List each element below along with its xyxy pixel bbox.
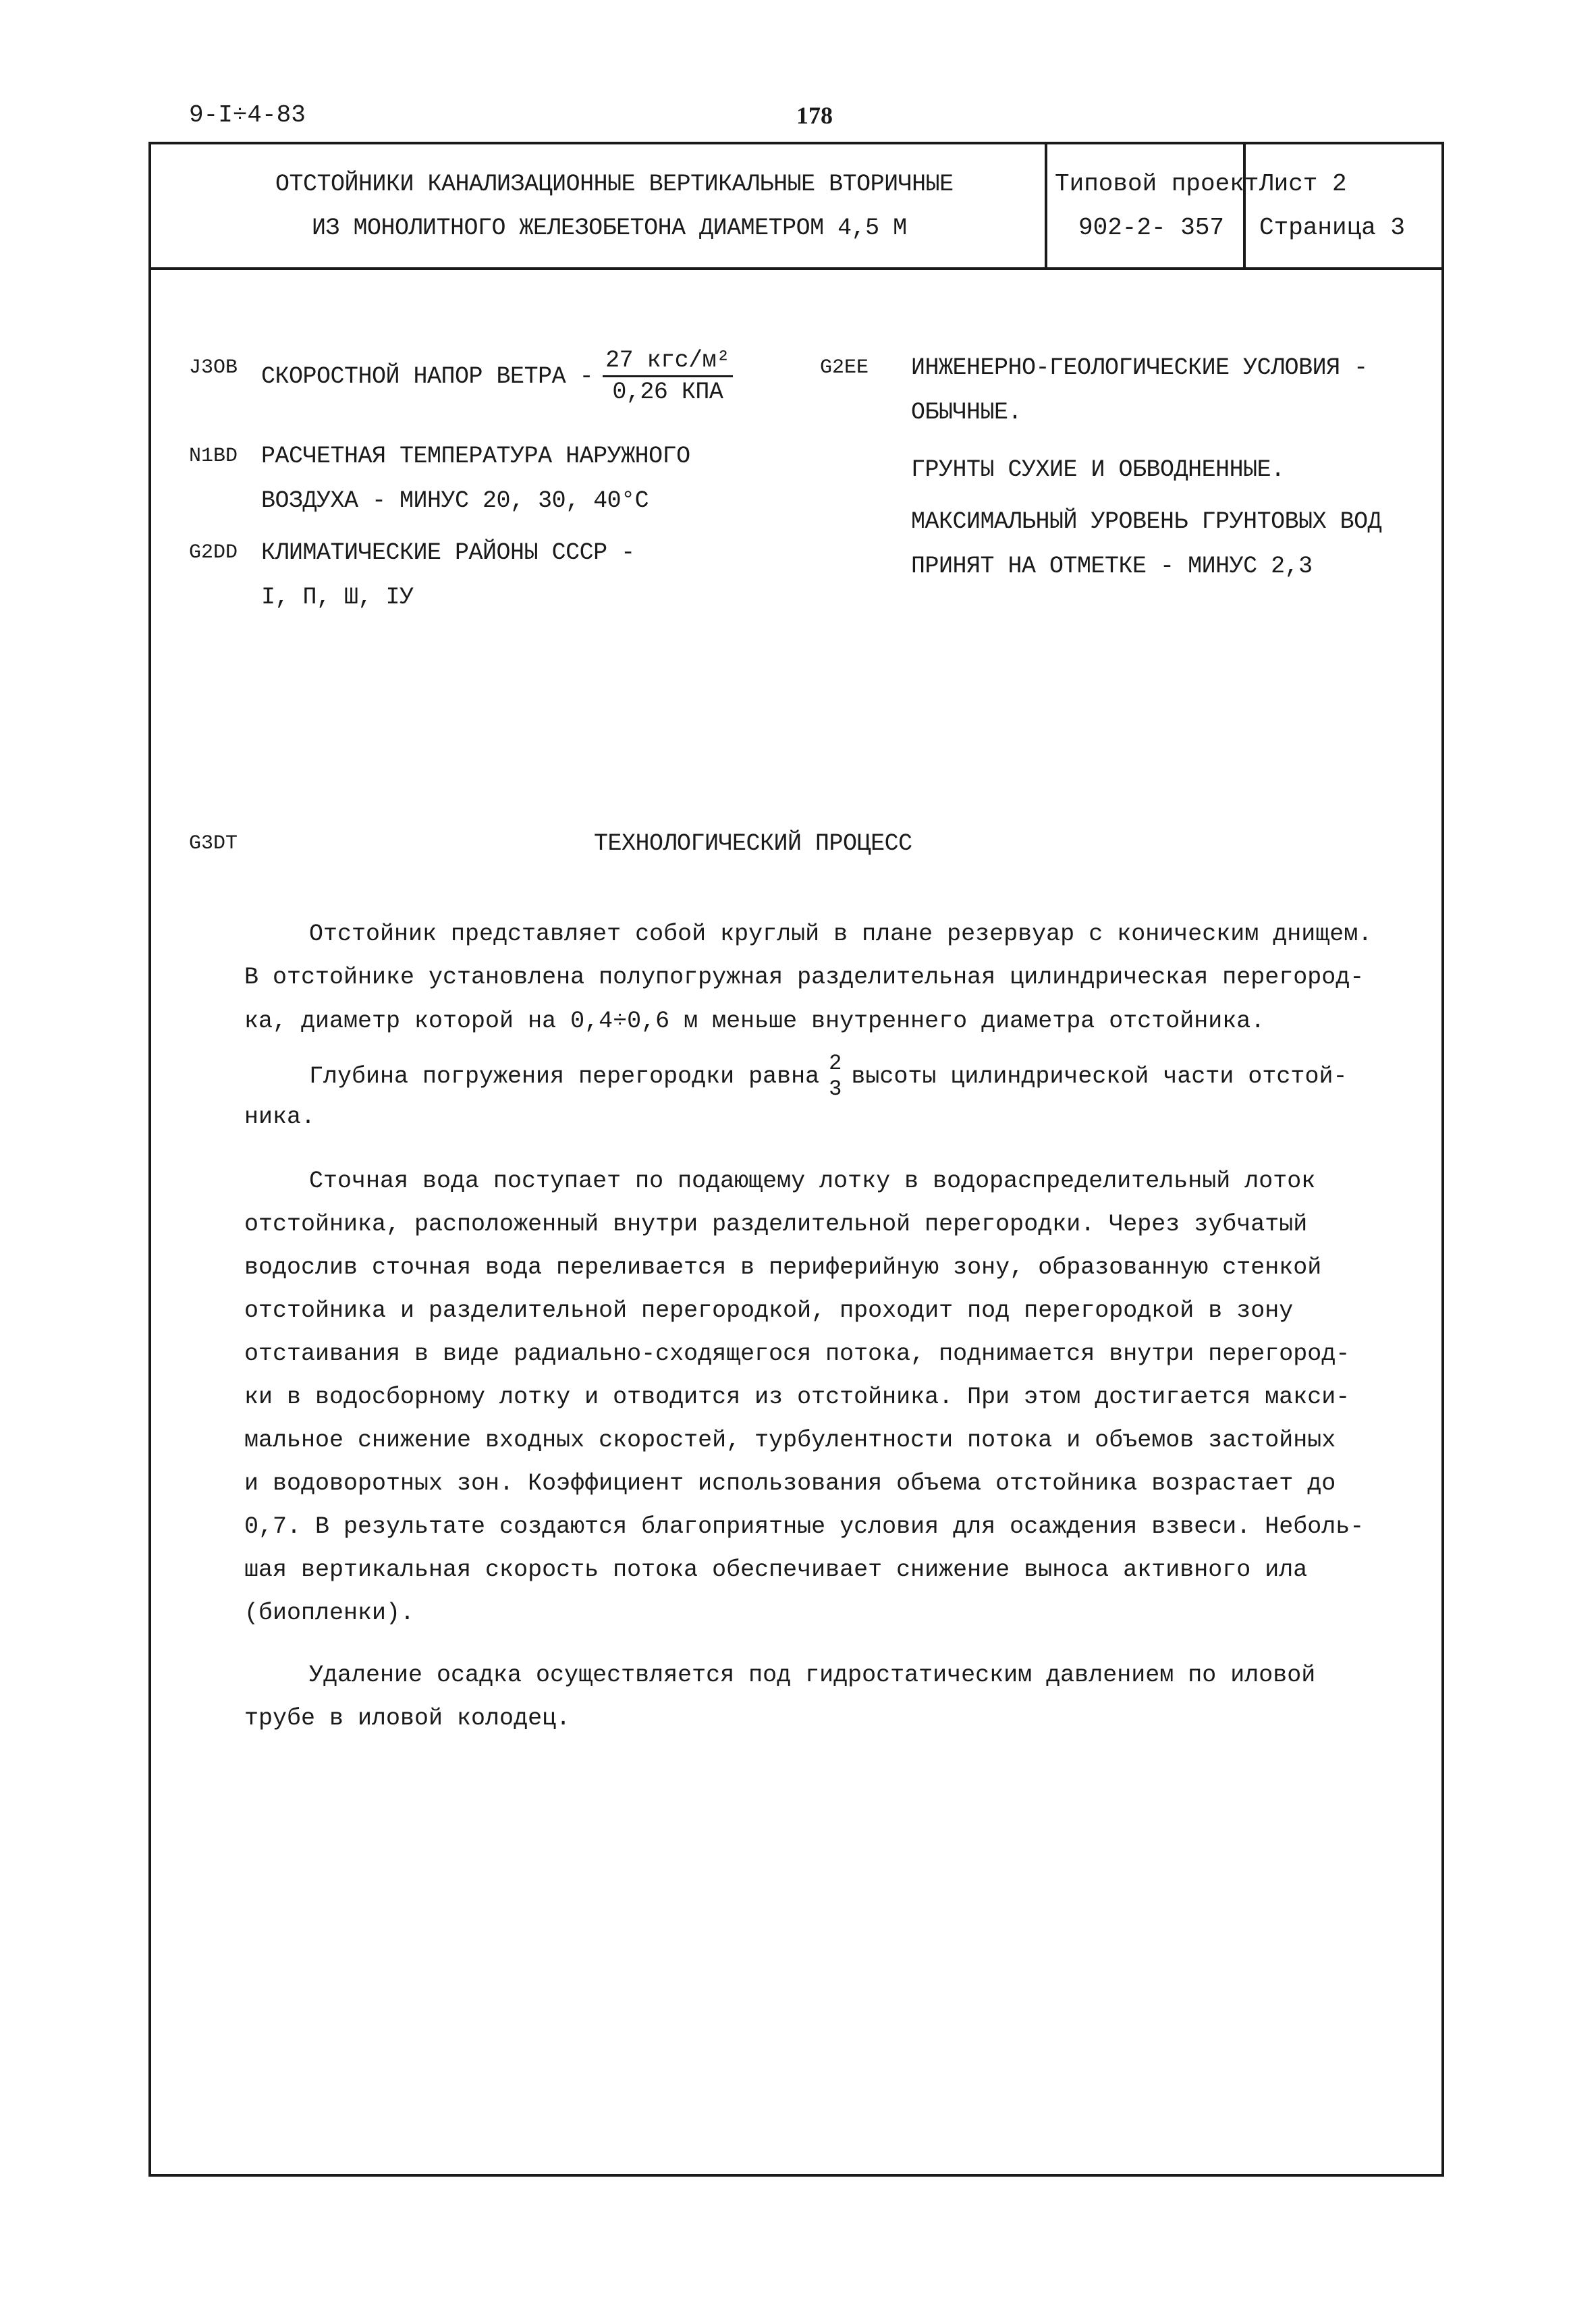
paragraph-line: водослив сточная вода переливается в периферийную зону, образованную стенкой	[244, 1254, 1322, 1281]
paragraph-line: отстойника, расположенный внутри разделительной перегородки. Через зубчатый	[244, 1211, 1308, 1238]
wind-pressure	[261, 346, 733, 407]
immersion-text-before: Глубина погружения перегородки равна	[309, 1063, 820, 1090]
title-line-2: ИЗ МОНОЛИТНОГО ЖЕЛЕЗОБЕТОНА ДИАМЕТРОМ 4,5 М	[312, 215, 907, 242]
temperature-line-2: ВОЗДУХА - МИНУС 20, 30, 40°С	[261, 487, 649, 514]
document-code: 9-I÷4-83	[189, 101, 306, 129]
climate-line-1: КЛИМАТИЧЕСКИЕ РАЙОНЫ СССР -	[261, 539, 635, 566]
paragraph-line: и водоворотных зон. Коэффициент использования объема отстойника возрастает до	[244, 1470, 1336, 1497]
project-number: 902-2- 357	[1078, 214, 1225, 242]
immersion-text-after: высоты цилиндрической части отстой-	[851, 1063, 1348, 1090]
paragraph-line: Отстойник представляет собой круглый в плане резервуар с коническим днищем.	[309, 921, 1373, 948]
paragraph-line: отстаивания в виде радиально-сходящегося потока, поднимается внутри перегород-	[244, 1340, 1350, 1367]
fraction-two-thirds	[829, 1051, 842, 1102]
paragraph-line: (биопленки).	[244, 1600, 415, 1627]
page-label: Страница 3	[1259, 214, 1406, 242]
paragraph-line: отстойника и разделительной перегородкой, проходит под перегородкой в зону	[244, 1297, 1294, 1324]
soil-line: ГРУНТЫ СУХИЕ И ОБВОДНЕННЫЕ.	[911, 456, 1285, 483]
fraction-denominator: 3	[829, 1076, 842, 1101]
paragraph-line: ника.	[244, 1104, 316, 1131]
wind-pressure-label: СКОРОСТНОЙ НАПОР ВЕТРА -	[261, 362, 594, 390]
paragraph-line: шая вертикальная скорость потока обеспечивает снижение выноса активного ила	[244, 1556, 1308, 1583]
project-label: Типовой проект	[1055, 170, 1259, 198]
condition-code: N1BD	[189, 445, 238, 468]
title-divider	[1045, 142, 1047, 270]
sheet-number: Лист 2	[1259, 170, 1347, 198]
wind-pressure-value	[603, 346, 733, 407]
paragraph-line: ки в водосборному лотку и отводится из отстойника. При этом достигается макси-	[244, 1384, 1350, 1411]
paragraph-line: Сточная вода поступает по подающему лотку в водораспределительный лоток	[309, 1168, 1316, 1195]
page-number: 178	[796, 102, 833, 129]
immersion-depth-line	[309, 1046, 1347, 1107]
wind-pressure-kgs: 27 кгс/м²	[603, 346, 733, 377]
groundwater-line: МАКСИМАЛЬНЫЙ УРОВЕНЬ ГРУНТОВЫХ ВОД	[911, 508, 1382, 535]
paragraph-line: В отстойнике установлена полупогружная разделительная цилиндрическая перегород-	[244, 964, 1365, 991]
fraction-numerator: 2	[829, 1050, 842, 1076]
geology-line: ИНЖЕНЕРНО-ГЕОЛОГИЧЕСКИЕ УСЛОВИЯ -	[911, 354, 1368, 381]
paragraph-line: мальное снижение входных скоростей, турбулентности потока и объемов застойных	[244, 1427, 1336, 1454]
geology-line: ОБЫЧНЫЕ.	[911, 399, 1022, 426]
condition-code: G2DD	[189, 541, 238, 564]
paragraph-line: 0,7. В результате создаются благоприятные условия для осаждения взвеси. Неболь-	[244, 1513, 1365, 1540]
title-line-1: ОТСТОЙНИКИ КАНАЛИЗАЦИОННЫЕ ВЕРТИКАЛЬНЫЕ ВТОРИЧНЫЕ	[275, 171, 954, 198]
wind-pressure-kpa: 0,26 КПА	[612, 379, 723, 406]
climate-line-2: I, П, Ш, IУ	[261, 584, 414, 611]
condition-code: G2EE	[820, 356, 869, 379]
condition-code: J3OB	[189, 356, 238, 379]
section-title: ТЕХНОЛОГИЧЕСКИЙ ПРОЦЕСС	[594, 830, 912, 857]
paragraph-line: Удаление осадка осуществляется под гидростатическим давлением по иловой	[309, 1662, 1316, 1689]
groundwater-line: ПРИНЯТ НА ОТМЕТКЕ - МИНУС 2,3	[911, 553, 1313, 580]
section-code: G3DT	[189, 832, 238, 855]
paragraph-line: ка, диаметр которой на 0,4÷0,6 м меньше внутреннего диаметра отстойника.	[244, 1008, 1265, 1035]
paragraph-line: трубе в иловой колодец.	[244, 1705, 571, 1732]
temperature-line-1: РАСЧЕТНАЯ ТЕМПЕРАТУРА НАРУЖНОГО	[261, 443, 690, 470]
